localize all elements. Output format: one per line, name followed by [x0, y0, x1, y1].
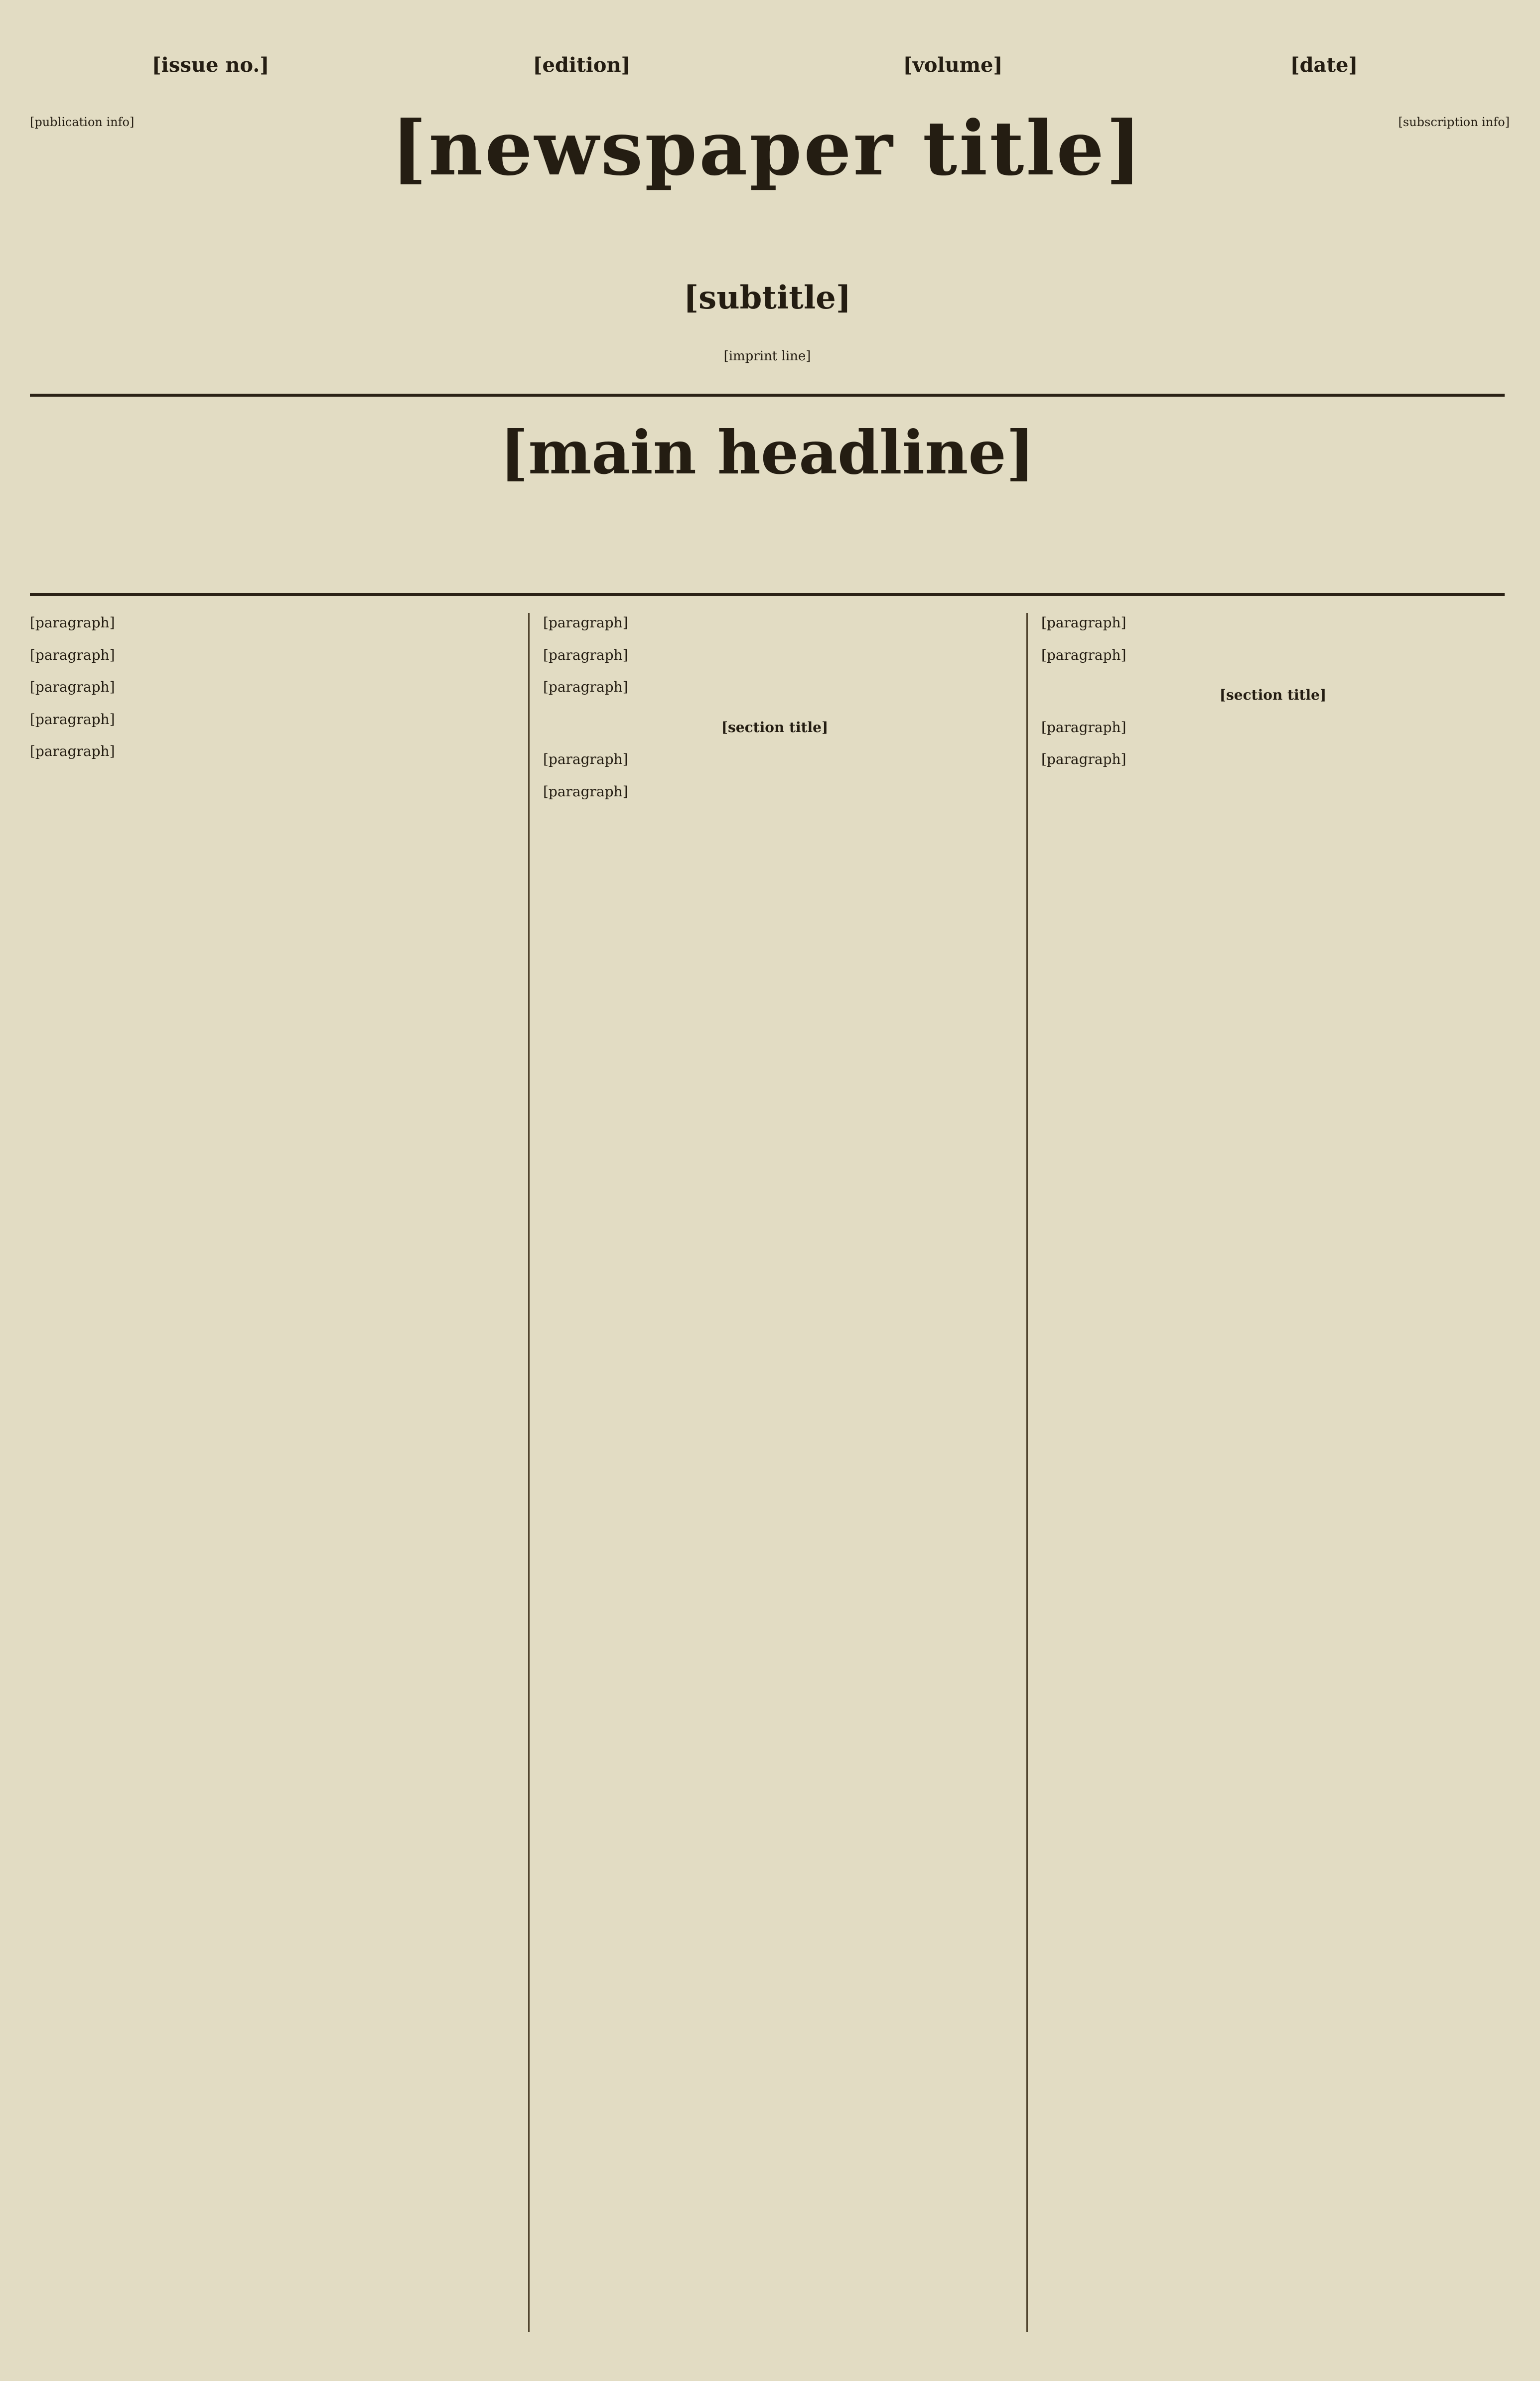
article-paragraph: [paragraph]	[543, 751, 628, 768]
column-2	[543, 613, 1006, 2332]
masthead-top-row	[30, 35, 1505, 95]
article-paragraph: [paragraph]	[543, 646, 628, 663]
article-paragraph: [paragraph]	[1041, 719, 1126, 736]
section-heading: [section title]	[1219, 687, 1327, 704]
newspaper-title: [newspaper title]	[391, 105, 1143, 192]
column-divider	[528, 613, 530, 2332]
article-paragraph: [paragraph]	[1041, 614, 1126, 631]
section-heading: [section title]	[721, 719, 829, 736]
article-paragraph: [paragraph]	[30, 679, 115, 696]
edition-label: [edition]	[533, 53, 631, 77]
column-3	[1041, 613, 1505, 2332]
issue-date: [date]	[1290, 53, 1358, 77]
article-paragraph: [paragraph]	[30, 646, 115, 663]
article-paragraph: [paragraph]	[543, 614, 628, 631]
headline-rule	[30, 593, 1505, 596]
publication-info: [publication info]	[30, 115, 135, 129]
article-paragraph: [paragraph]	[543, 783, 628, 800]
main-headline: [main headline]	[500, 418, 1035, 488]
column-divider	[1026, 613, 1028, 2332]
volume-label: [volume]	[903, 53, 1003, 77]
masthead-rule	[30, 394, 1505, 397]
article-paragraph: [paragraph]	[543, 679, 628, 696]
article-paragraph: [paragraph]	[30, 614, 115, 631]
imprint-line: [imprint line]	[723, 349, 811, 364]
subscription-info: [subscription info]	[1398, 115, 1510, 129]
newspaper-subtitle: [subtitle]	[683, 279, 851, 316]
article-paragraph: [paragraph]	[1041, 646, 1126, 663]
article-paragraph: [paragraph]	[30, 711, 115, 728]
article-paragraph: [paragraph]	[30, 743, 115, 760]
issue-number: [issue no.]	[151, 53, 270, 77]
article-paragraph: [paragraph]	[1041, 751, 1126, 768]
column-1	[30, 613, 493, 2332]
